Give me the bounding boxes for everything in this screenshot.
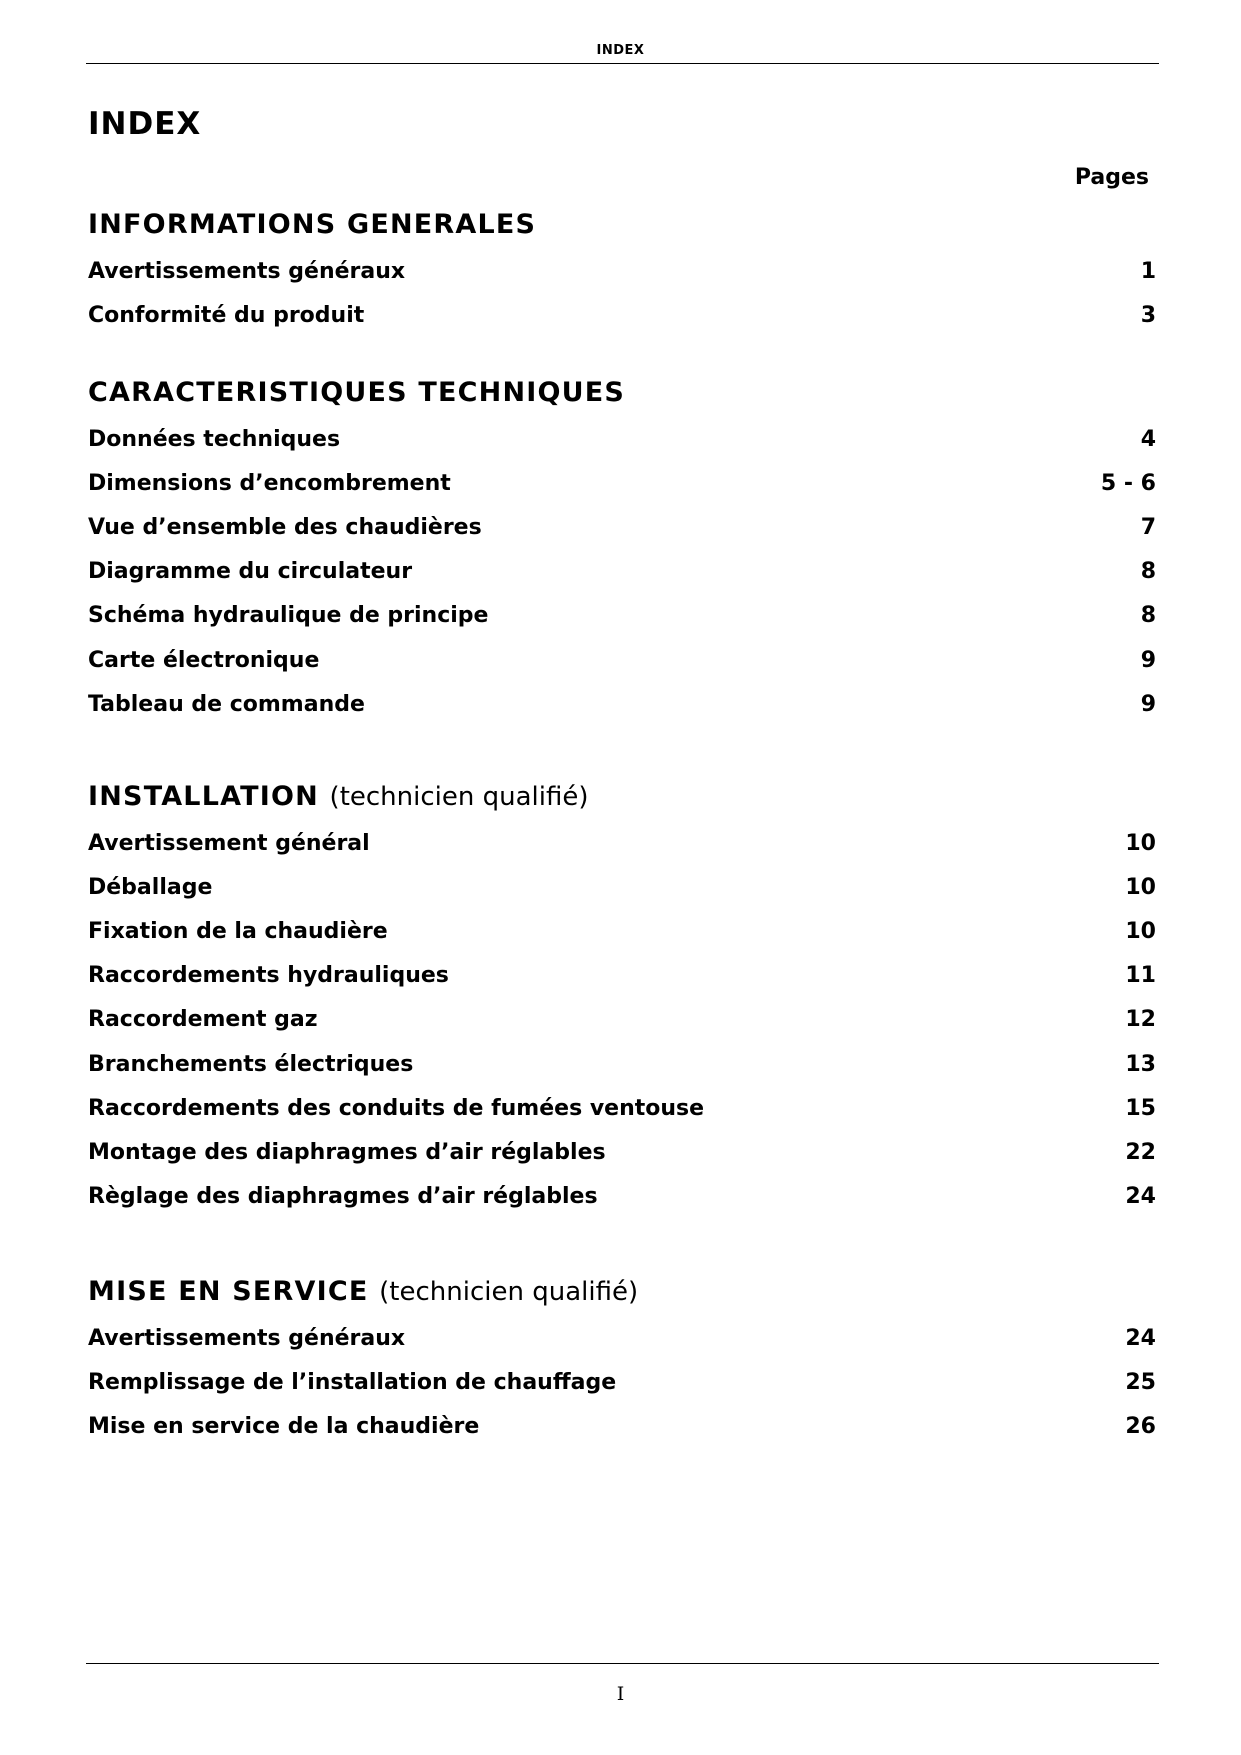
toc-entry-page: 10 [1125, 918, 1156, 944]
running-header: INDEX [596, 43, 645, 58]
toc-entry-label: Conformité du produit [88, 302, 365, 328]
toc-entry[interactable] [88, 594, 1158, 638]
toc-entry-page: 8 [1140, 559, 1156, 585]
toc-entry[interactable] [88, 461, 1158, 505]
toc-section-mise-en-service [88, 1268, 1158, 1449]
toc-entry-page: 5 - 6 [1100, 470, 1156, 496]
toc-entry[interactable] [88, 638, 1158, 682]
toc-entry-label: Remplissage de l’installation de chauffage [88, 1369, 617, 1395]
toc-entry-label: Vue d’ensemble des chaudières [88, 514, 482, 540]
toc-entry-page: 24 [1125, 1325, 1156, 1351]
toc-entry-label: Montage des diaphragmes d’air réglables [88, 1139, 606, 1165]
toc-entry-page: 24 [1125, 1184, 1156, 1210]
toc-entry[interactable] [88, 550, 1158, 594]
toc-entry-page: 4 [1140, 426, 1156, 452]
toc-entry[interactable] [88, 1175, 1158, 1219]
toc-entry-page: 25 [1125, 1369, 1156, 1395]
toc-entry[interactable] [88, 417, 1158, 461]
toc-entry[interactable] [88, 682, 1158, 726]
toc-section-installation [88, 773, 1158, 1219]
section-title: INSTALLATION (technicien qualifié) [88, 781, 589, 812]
toc-entry-page: 3 [1140, 302, 1156, 328]
toc-entry-page: 9 [1140, 647, 1156, 673]
toc-entry[interactable] [88, 293, 1158, 337]
header-rule [86, 63, 1159, 64]
toc-entry-label: Raccordements des conduits de fumées ventouse [88, 1095, 705, 1121]
toc-entry[interactable] [88, 821, 1158, 865]
toc-entry-label: Dimensions d’encombrement [88, 470, 451, 496]
page-title: INDEX [88, 106, 202, 142]
toc-entry-page: 13 [1125, 1051, 1156, 1077]
toc-entry-label: Carte électronique [88, 647, 320, 673]
toc-entry[interactable] [88, 249, 1158, 293]
toc-entry-label: Raccordement gaz [88, 1007, 318, 1033]
toc-section-caracteristiques-techniques [88, 369, 1158, 726]
section-note: (technicien qualifié) [329, 782, 589, 812]
toc-entry[interactable] [88, 1316, 1158, 1360]
toc-entry-label: Avertissement général [88, 830, 370, 856]
toc-entry-page: 12 [1125, 1007, 1156, 1033]
toc-entry-label: Données techniques [88, 426, 341, 452]
section-title: INFORMATIONS GENERALES [88, 209, 537, 240]
toc-entry-label: Mise en service de la chaudière [88, 1413, 480, 1439]
toc-entry-page: 11 [1125, 963, 1156, 989]
page-number: I [616, 1683, 625, 1705]
toc-entry[interactable] [88, 1042, 1158, 1086]
toc-entry-label: Fixation de la chaudière [88, 918, 388, 944]
toc-entry-label: Branchements électriques [88, 1051, 414, 1077]
section-title: MISE EN SERVICE (technicien qualifié) [88, 1276, 639, 1307]
toc-entry-page: 10 [1125, 874, 1156, 900]
toc-entry-label: Avertissements généraux [88, 258, 406, 284]
toc-entry[interactable] [88, 1130, 1158, 1174]
toc-entry-label: Tableau de commande [88, 691, 365, 717]
toc-entry[interactable] [88, 1360, 1158, 1404]
toc-entry-page: 8 [1140, 603, 1156, 629]
section-title: CARACTERISTIQUES TECHNIQUES [88, 377, 626, 408]
pages-column-label: Pages [1074, 165, 1149, 190]
toc-entry-page: 26 [1125, 1413, 1156, 1439]
toc-entry[interactable] [88, 998, 1158, 1042]
toc-entry[interactable] [88, 505, 1158, 549]
toc-entry-label: Diagramme du circulateur [88, 559, 413, 585]
toc-entry[interactable] [88, 865, 1158, 909]
toc-entry[interactable] [88, 954, 1158, 998]
section-note: (technicien qualifié) [379, 1277, 639, 1307]
toc-entry[interactable] [88, 1404, 1158, 1448]
toc-entry-label: Raccordements hydrauliques [88, 963, 449, 989]
toc-section-informations-generales [88, 201, 1158, 337]
toc-entry-label: Avertissements généraux [88, 1325, 406, 1351]
toc-entry-page: 9 [1140, 691, 1156, 717]
toc-entry-page: 1 [1140, 258, 1156, 284]
toc-entry-label: Déballage [88, 874, 213, 900]
toc-entry-page: 7 [1140, 514, 1156, 540]
toc-entry-page: 15 [1125, 1095, 1156, 1121]
toc-entry-label: Règlage des diaphragmes d’air réglables [88, 1184, 598, 1210]
toc-entry[interactable] [88, 1086, 1158, 1130]
toc-entry-label: Schéma hydraulique de principe [88, 603, 489, 629]
toc-entry-page: 22 [1125, 1139, 1156, 1165]
toc-entry[interactable] [88, 909, 1158, 953]
toc-entry-page: 10 [1125, 830, 1156, 856]
footer-rule [86, 1663, 1159, 1664]
